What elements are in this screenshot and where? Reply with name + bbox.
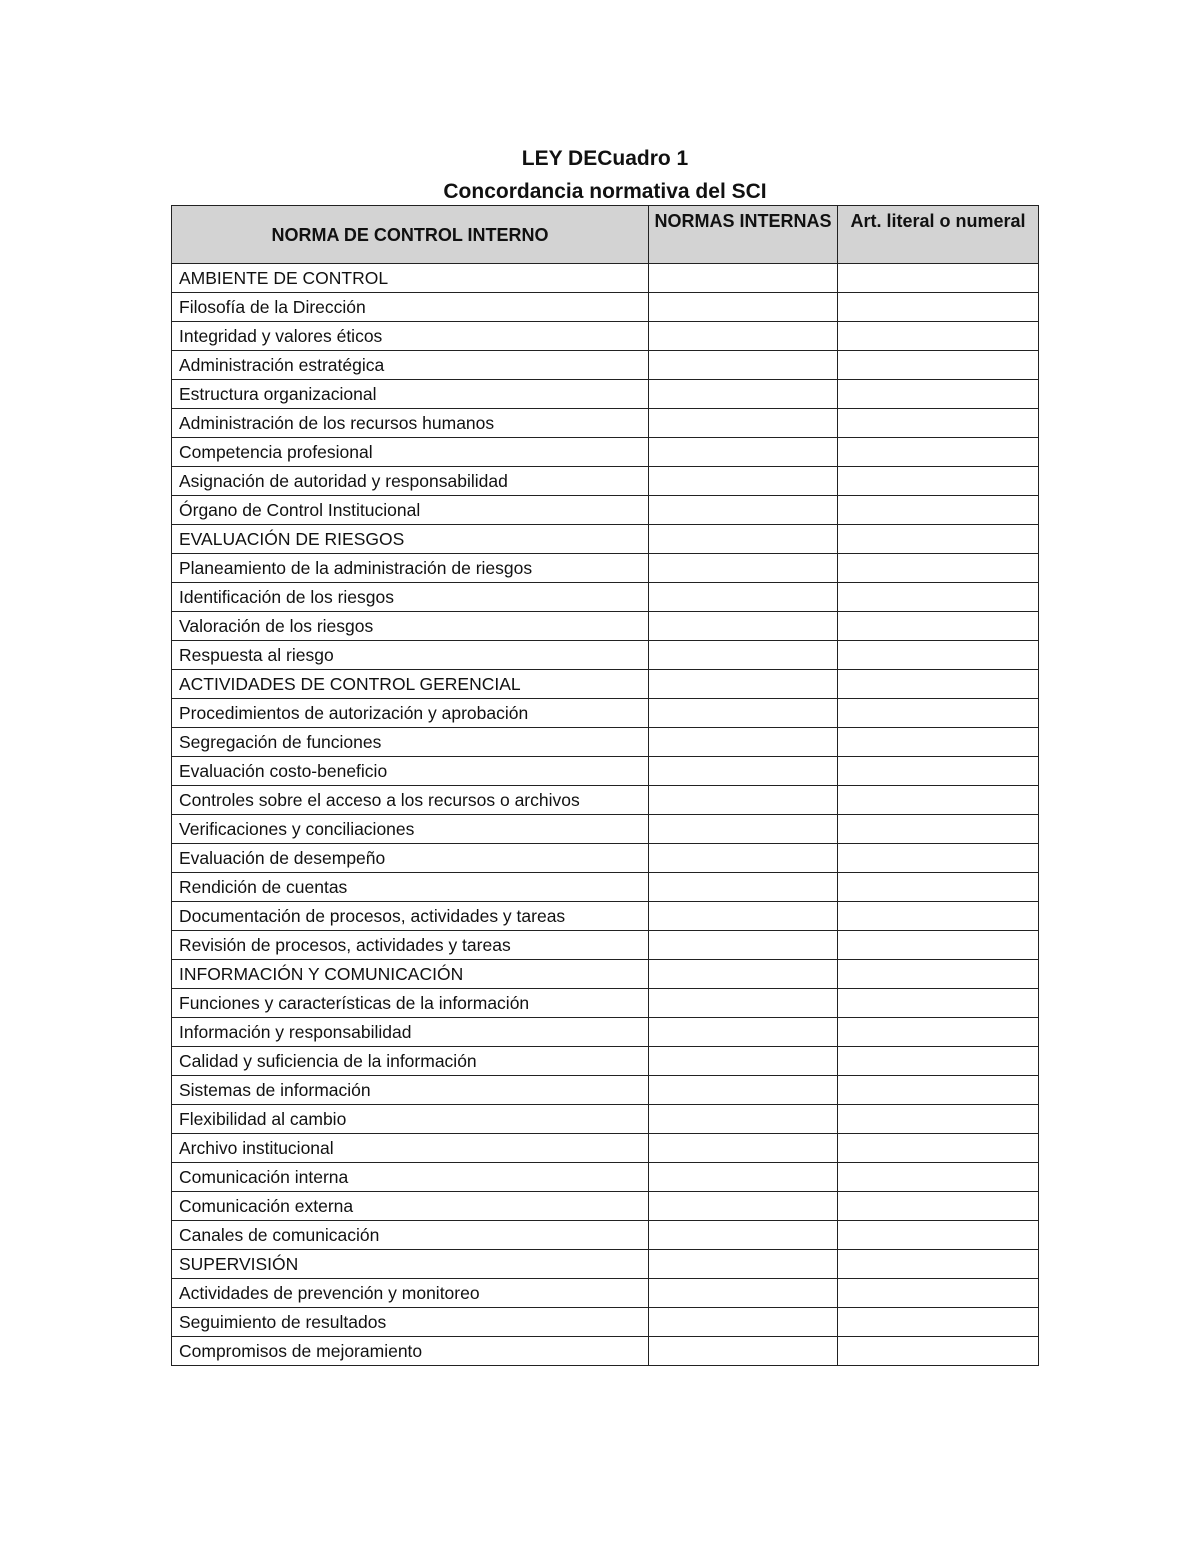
normas-internas-cell[interactable] bbox=[649, 438, 838, 467]
normas-internas-cell[interactable] bbox=[649, 1134, 838, 1163]
table-row bbox=[172, 1163, 1039, 1192]
normas-internas-cell[interactable] bbox=[649, 757, 838, 786]
art-literal-cell[interactable] bbox=[838, 264, 1039, 293]
norma-cell: Evaluación costo-beneficio bbox=[172, 757, 649, 786]
art-literal-cell[interactable] bbox=[838, 989, 1039, 1018]
norma-cell: AMBIENTE DE CONTROL bbox=[172, 264, 649, 293]
norma-cell: Controles sobre el acceso a los recursos o archivos bbox=[172, 786, 649, 815]
table-row bbox=[172, 989, 1039, 1018]
norma-cell: Comunicación externa bbox=[172, 1192, 649, 1221]
art-literal-cell[interactable] bbox=[838, 902, 1039, 931]
table-row bbox=[172, 844, 1039, 873]
art-literal-cell[interactable] bbox=[838, 496, 1039, 525]
art-literal-cell[interactable] bbox=[838, 1105, 1039, 1134]
norma-cell: EVALUACIÓN DE RIESGOS bbox=[172, 525, 649, 554]
table-row bbox=[172, 322, 1039, 351]
table-row bbox=[172, 1047, 1039, 1076]
concordance-table bbox=[171, 205, 1039, 1366]
normas-internas-cell[interactable] bbox=[649, 902, 838, 931]
table-row bbox=[172, 1192, 1039, 1221]
normas-internas-cell[interactable] bbox=[649, 1221, 838, 1250]
table-row bbox=[172, 786, 1039, 815]
normas-internas-cell[interactable] bbox=[649, 844, 838, 873]
art-literal-cell[interactable] bbox=[838, 815, 1039, 844]
title-line-2: Concordancia normativa del SCI bbox=[443, 180, 767, 203]
norma-cell: Compromisos de mejoramiento bbox=[172, 1337, 649, 1366]
art-literal-cell[interactable] bbox=[838, 1308, 1039, 1337]
table-row bbox=[172, 1134, 1039, 1163]
table-header-row bbox=[172, 206, 1039, 264]
art-literal-cell[interactable] bbox=[838, 931, 1039, 960]
normas-internas-cell[interactable] bbox=[649, 873, 838, 902]
art-literal-cell[interactable] bbox=[838, 1134, 1039, 1163]
norma-cell: Información y responsabilidad bbox=[172, 1018, 649, 1047]
table-row bbox=[172, 1250, 1039, 1279]
art-literal-cell[interactable] bbox=[838, 670, 1039, 699]
norma-cell: SUPERVISIÓN bbox=[172, 1250, 649, 1279]
art-literal-cell[interactable] bbox=[838, 699, 1039, 728]
norma-cell: INFORMACIÓN Y COMUNICACIÓN bbox=[172, 960, 649, 989]
table-row bbox=[172, 1105, 1039, 1134]
table-row bbox=[172, 960, 1039, 989]
norma-cell: Seguimiento de resultados bbox=[172, 1308, 649, 1337]
table-row bbox=[172, 264, 1039, 293]
table-row bbox=[172, 409, 1039, 438]
table-row bbox=[172, 438, 1039, 467]
norma-cell: Archivo institucional bbox=[172, 1134, 649, 1163]
table-row bbox=[172, 1308, 1039, 1337]
art-literal-cell[interactable] bbox=[838, 1279, 1039, 1308]
normas-internas-cell[interactable] bbox=[649, 1018, 838, 1047]
table-row bbox=[172, 583, 1039, 612]
table-row bbox=[172, 757, 1039, 786]
norma-cell: Verificaciones y conciliaciones bbox=[172, 815, 649, 844]
header-norma-control-interno: NORMA DE CONTROL INTERNO bbox=[172, 206, 649, 264]
table-row bbox=[172, 1076, 1039, 1105]
norma-cell: Procedimientos de autorización y aprobación bbox=[172, 699, 649, 728]
normas-internas-cell[interactable] bbox=[649, 989, 838, 1018]
normas-internas-cell[interactable] bbox=[649, 1250, 838, 1279]
norma-cell: Evaluación de desempeño bbox=[172, 844, 649, 873]
table-row bbox=[172, 1337, 1039, 1366]
normas-internas-cell[interactable] bbox=[649, 525, 838, 554]
art-literal-cell[interactable] bbox=[838, 728, 1039, 757]
art-literal-cell[interactable] bbox=[838, 1047, 1039, 1076]
art-literal-cell[interactable] bbox=[838, 351, 1039, 380]
normas-internas-cell[interactable] bbox=[649, 1337, 838, 1366]
normas-internas-cell[interactable] bbox=[649, 351, 838, 380]
table-row bbox=[172, 728, 1039, 757]
normas-internas-cell[interactable] bbox=[649, 322, 838, 351]
normas-internas-cell[interactable] bbox=[649, 1076, 838, 1105]
header-art-literal-numeral: Art. literal o numeral bbox=[838, 206, 1039, 264]
norma-cell: Sistemas de información bbox=[172, 1076, 649, 1105]
normas-internas-cell[interactable] bbox=[649, 554, 838, 583]
art-literal-cell[interactable] bbox=[838, 757, 1039, 786]
art-literal-cell[interactable] bbox=[838, 293, 1039, 322]
norma-cell: Integridad y valores éticos bbox=[172, 322, 649, 351]
table-row bbox=[172, 1279, 1039, 1308]
norma-cell: Rendición de cuentas bbox=[172, 873, 649, 902]
normas-internas-cell[interactable] bbox=[649, 1192, 838, 1221]
norma-cell: Valoración de los riesgos bbox=[172, 612, 649, 641]
normas-internas-cell[interactable] bbox=[649, 380, 838, 409]
table-row bbox=[172, 670, 1039, 699]
table-row bbox=[172, 612, 1039, 641]
norma-cell: Documentación de procesos, actividades y tareas bbox=[172, 902, 649, 931]
normas-internas-cell[interactable] bbox=[649, 931, 838, 960]
art-literal-cell[interactable] bbox=[838, 641, 1039, 670]
norma-cell: Canales de comunicación bbox=[172, 1221, 649, 1250]
normas-internas-cell[interactable] bbox=[649, 264, 838, 293]
table-row bbox=[172, 496, 1039, 525]
table-row bbox=[172, 1018, 1039, 1047]
normas-internas-cell[interactable] bbox=[649, 612, 838, 641]
norma-cell: Respuesta al riesgo bbox=[172, 641, 649, 670]
normas-internas-cell[interactable] bbox=[649, 1047, 838, 1076]
normas-internas-cell[interactable] bbox=[649, 583, 838, 612]
table-row bbox=[172, 293, 1039, 322]
normas-internas-cell[interactable] bbox=[649, 1163, 838, 1192]
normas-internas-cell[interactable] bbox=[649, 786, 838, 815]
art-literal-cell[interactable] bbox=[838, 1250, 1039, 1279]
normas-internas-cell[interactable] bbox=[649, 1279, 838, 1308]
normas-internas-cell[interactable] bbox=[649, 1105, 838, 1134]
normas-internas-cell[interactable] bbox=[649, 467, 838, 496]
table-row bbox=[172, 525, 1039, 554]
norma-cell: Competencia profesional bbox=[172, 438, 649, 467]
normas-internas-cell[interactable] bbox=[649, 293, 838, 322]
art-literal-cell[interactable] bbox=[838, 380, 1039, 409]
normas-internas-cell[interactable] bbox=[649, 960, 838, 989]
art-literal-cell[interactable] bbox=[838, 554, 1039, 583]
art-literal-cell[interactable] bbox=[838, 1192, 1039, 1221]
normas-internas-cell[interactable] bbox=[649, 1308, 838, 1337]
normas-internas-cell[interactable] bbox=[649, 409, 838, 438]
table-row bbox=[172, 902, 1039, 931]
norma-cell: Actividades de prevención y monitoreo bbox=[172, 1279, 649, 1308]
norma-cell: Segregación de funciones bbox=[172, 728, 649, 757]
table-row bbox=[172, 351, 1039, 380]
norma-cell: Comunicación interna bbox=[172, 1163, 649, 1192]
art-literal-cell[interactable] bbox=[838, 583, 1039, 612]
art-literal-cell[interactable] bbox=[838, 1076, 1039, 1105]
norma-cell: Órgano de Control Institucional bbox=[172, 496, 649, 525]
document-title bbox=[172, 142, 1038, 208]
table-row bbox=[172, 1221, 1039, 1250]
normas-internas-cell[interactable] bbox=[649, 728, 838, 757]
table-row bbox=[172, 699, 1039, 728]
art-literal-cell[interactable] bbox=[838, 322, 1039, 351]
art-literal-cell[interactable] bbox=[838, 409, 1039, 438]
table-row bbox=[172, 467, 1039, 496]
art-literal-cell[interactable] bbox=[838, 873, 1039, 902]
table-row bbox=[172, 931, 1039, 960]
art-literal-cell[interactable] bbox=[838, 960, 1039, 989]
norma-cell: Identificación de los riesgos bbox=[172, 583, 649, 612]
art-literal-cell[interactable] bbox=[838, 1018, 1039, 1047]
art-literal-cell[interactable] bbox=[838, 1221, 1039, 1250]
art-literal-cell[interactable] bbox=[838, 1337, 1039, 1366]
norma-cell: Asignación de autoridad y responsabilidad bbox=[172, 467, 649, 496]
norma-cell: Administración estratégica bbox=[172, 351, 649, 380]
norma-cell: Estructura organizacional bbox=[172, 380, 649, 409]
normas-internas-cell[interactable] bbox=[649, 496, 838, 525]
art-literal-cell[interactable] bbox=[838, 525, 1039, 554]
norma-cell: Revisión de procesos, actividades y tareas bbox=[172, 931, 649, 960]
norma-cell: Flexibilidad al cambio bbox=[172, 1105, 649, 1134]
norma-cell: ACTIVIDADES DE CONTROL GERENCIAL bbox=[172, 670, 649, 699]
art-literal-cell[interactable] bbox=[838, 467, 1039, 496]
normas-internas-cell[interactable] bbox=[649, 815, 838, 844]
table-body bbox=[172, 264, 1039, 1366]
table-row bbox=[172, 815, 1039, 844]
title-line-1: LEY DECuadro 1 bbox=[521, 147, 689, 170]
normas-internas-cell[interactable] bbox=[649, 670, 838, 699]
table-row bbox=[172, 873, 1039, 902]
table-row bbox=[172, 554, 1039, 583]
norma-cell: Filosofía de la Dirección bbox=[172, 293, 649, 322]
art-literal-cell[interactable] bbox=[838, 438, 1039, 467]
art-literal-cell[interactable] bbox=[838, 1163, 1039, 1192]
normas-internas-cell[interactable] bbox=[649, 641, 838, 670]
norma-cell: Calidad y suficiencia de la información bbox=[172, 1047, 649, 1076]
norma-cell: Funciones y características de la información bbox=[172, 989, 649, 1018]
header-normas-internas: NORMAS INTERNAS bbox=[649, 206, 838, 264]
table-row bbox=[172, 380, 1039, 409]
art-literal-cell[interactable] bbox=[838, 786, 1039, 815]
normas-internas-cell[interactable] bbox=[649, 699, 838, 728]
art-literal-cell[interactable] bbox=[838, 844, 1039, 873]
art-literal-cell[interactable] bbox=[838, 612, 1039, 641]
norma-cell: Planeamiento de la administración de riesgos bbox=[172, 554, 649, 583]
norma-cell: Administración de los recursos humanos bbox=[172, 409, 649, 438]
table-row bbox=[172, 641, 1039, 670]
